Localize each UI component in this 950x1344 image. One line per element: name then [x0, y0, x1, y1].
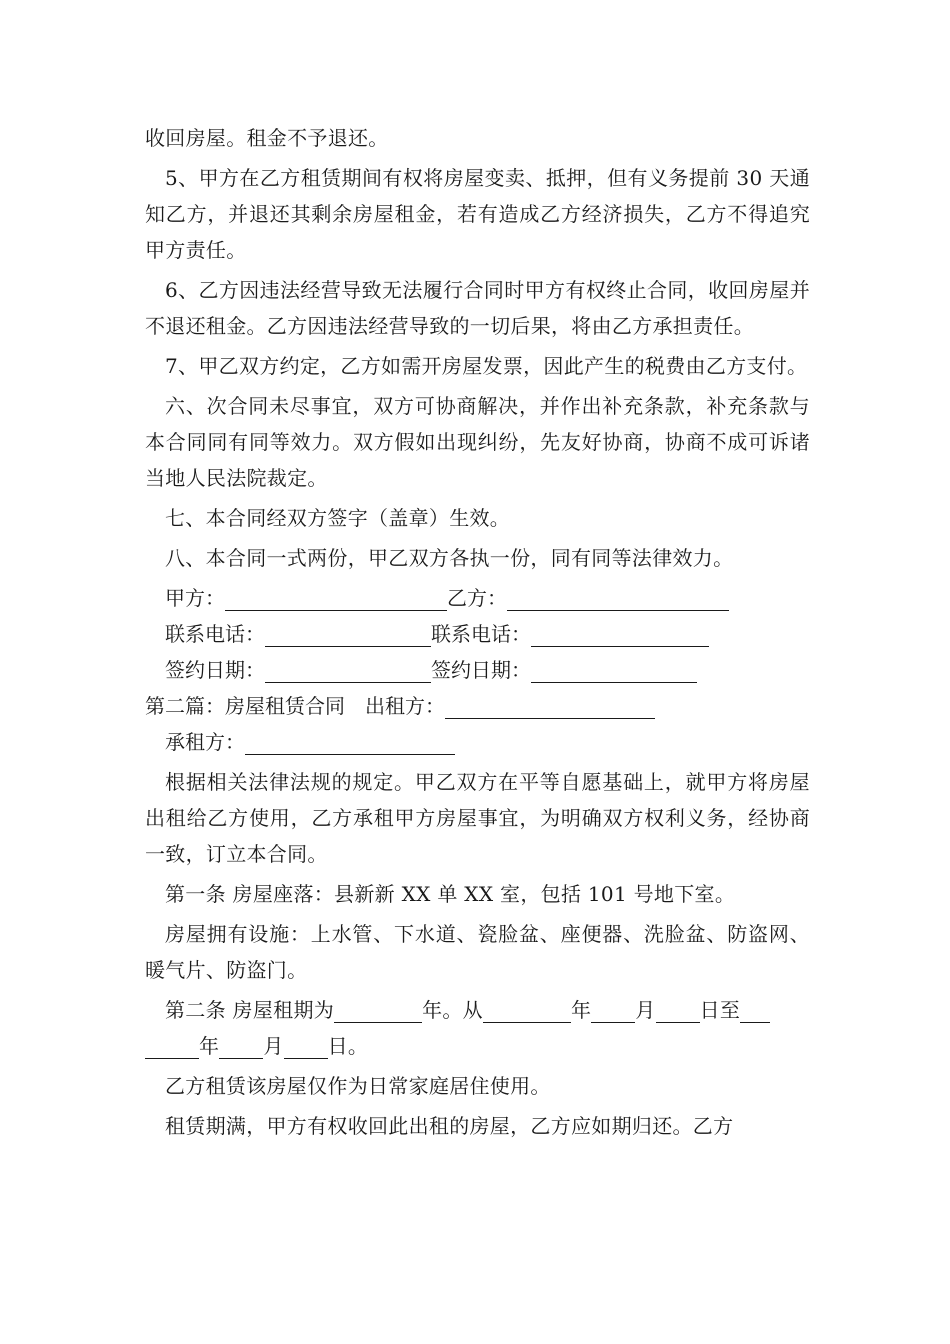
- lessee-label: 承租方：: [165, 730, 245, 754]
- article-2: [145, 992, 810, 1064]
- signature-date-row: [165, 652, 810, 688]
- clause-6: 6、乙方因违法经营导致无法履行合同时甲方有权终止合同，收回房屋并不退还租金。乙方因违法经营导致的一切后果，将由乙方承担责任。: [145, 278, 810, 338]
- party-b-blank: [507, 584, 729, 611]
- start-month-blank: [591, 996, 635, 1023]
- contract-intro: 根据相关法律法规的规定。甲乙双方在平等自愿基础上，就甲方将房屋出租给乙方使用，乙方承租甲方房屋事宜，为明确双方权利义务，经协商一致，订立本合同。: [145, 770, 810, 866]
- phone-b-label: 联系电话：: [431, 622, 531, 646]
- end-day-blank: [284, 1032, 328, 1059]
- date-b-blank: [531, 656, 697, 683]
- article-2-y3: 年: [199, 1034, 220, 1058]
- phone-b-blank: [531, 620, 709, 647]
- article-2-prefix: 第二条 房屋租期为: [165, 998, 335, 1022]
- second-contract-heading: 第二篇：房屋租赁合同: [145, 694, 345, 718]
- term-blank: [334, 996, 422, 1023]
- article-2-d2: 日至: [699, 998, 741, 1022]
- lessee-row: [165, 724, 810, 760]
- lessor-blank: [445, 692, 655, 719]
- party-a-blank: [225, 584, 447, 611]
- paragraph: 收回房屋。租金不予退还。: [145, 126, 389, 150]
- end-year-blank-b: [145, 1032, 199, 1059]
- article-7: 七、本合同经双方签字（盖章）生效。: [165, 506, 511, 530]
- phone-a-blank: [265, 620, 431, 647]
- usage-clause: 乙方租赁该房屋仅作为日常家庭居住使用。: [165, 1074, 551, 1098]
- signature-party-row: [165, 580, 810, 616]
- clause-7: 7、甲乙双方约定，乙方如需开房屋发票，因此产生的税费由乙方支付。: [165, 354, 808, 378]
- party-a-label: 甲方：: [165, 586, 225, 610]
- date-a-label: 签约日期：: [165, 658, 265, 682]
- document-page: [145, 120, 810, 1148]
- party-b-label: 乙方：: [447, 586, 507, 610]
- article-2-year: 年。从: [422, 998, 483, 1022]
- expiry-clause: 租赁期满，甲方有权收回此出租的房屋，乙方应如期归还。乙方: [165, 1114, 734, 1138]
- end-year-blank-a: [740, 996, 770, 1023]
- facilities: 房屋拥有设施：上水管、下水道、瓷脸盆、座便器、洗脸盆、防盗网、暖气片、防盗门。: [145, 922, 810, 982]
- article-2-y2: 年: [570, 998, 592, 1022]
- end-month-blank: [219, 1032, 263, 1059]
- article-2-m2: 月: [635, 998, 656, 1022]
- article-1: 第一条 房屋座落：县新新 XX 单 XX 室，包括 101 号地下室。: [165, 882, 736, 906]
- start-day-blank: [656, 996, 700, 1023]
- date-a-blank: [265, 656, 431, 683]
- article-2-d3: 日。: [327, 1034, 369, 1058]
- clause-5: 5、甲方在乙方租赁期间有权将房屋变卖、抵押，但有义务提前 30 天通知乙方，并退还其剩余房屋租金，若有造成乙方经济损失，乙方不得追究甲方责任。: [145, 166, 810, 262]
- article-6: 六、次合同未尽事宜，双方可协商解决，并作出补充条款，补充条款与本合同同有同等效力。双方假如出现纠纷，先友好协商，协商不成可诉诸当地人民法院裁定。: [145, 394, 810, 490]
- start-year-blank: [483, 996, 571, 1023]
- phone-a-label: 联系电话：: [165, 622, 265, 646]
- signature-phone-row: [165, 616, 810, 652]
- second-contract-heading-row: [145, 688, 810, 724]
- lessee-blank: [245, 728, 455, 755]
- article-2-m3: 月: [263, 1034, 284, 1058]
- date-b-label: 签约日期：: [431, 658, 531, 682]
- article-8: 八、本合同一式两份，甲乙双方各执一份，同有同等法律效力。: [165, 546, 734, 570]
- lessor-label: 出租方：: [365, 694, 445, 718]
